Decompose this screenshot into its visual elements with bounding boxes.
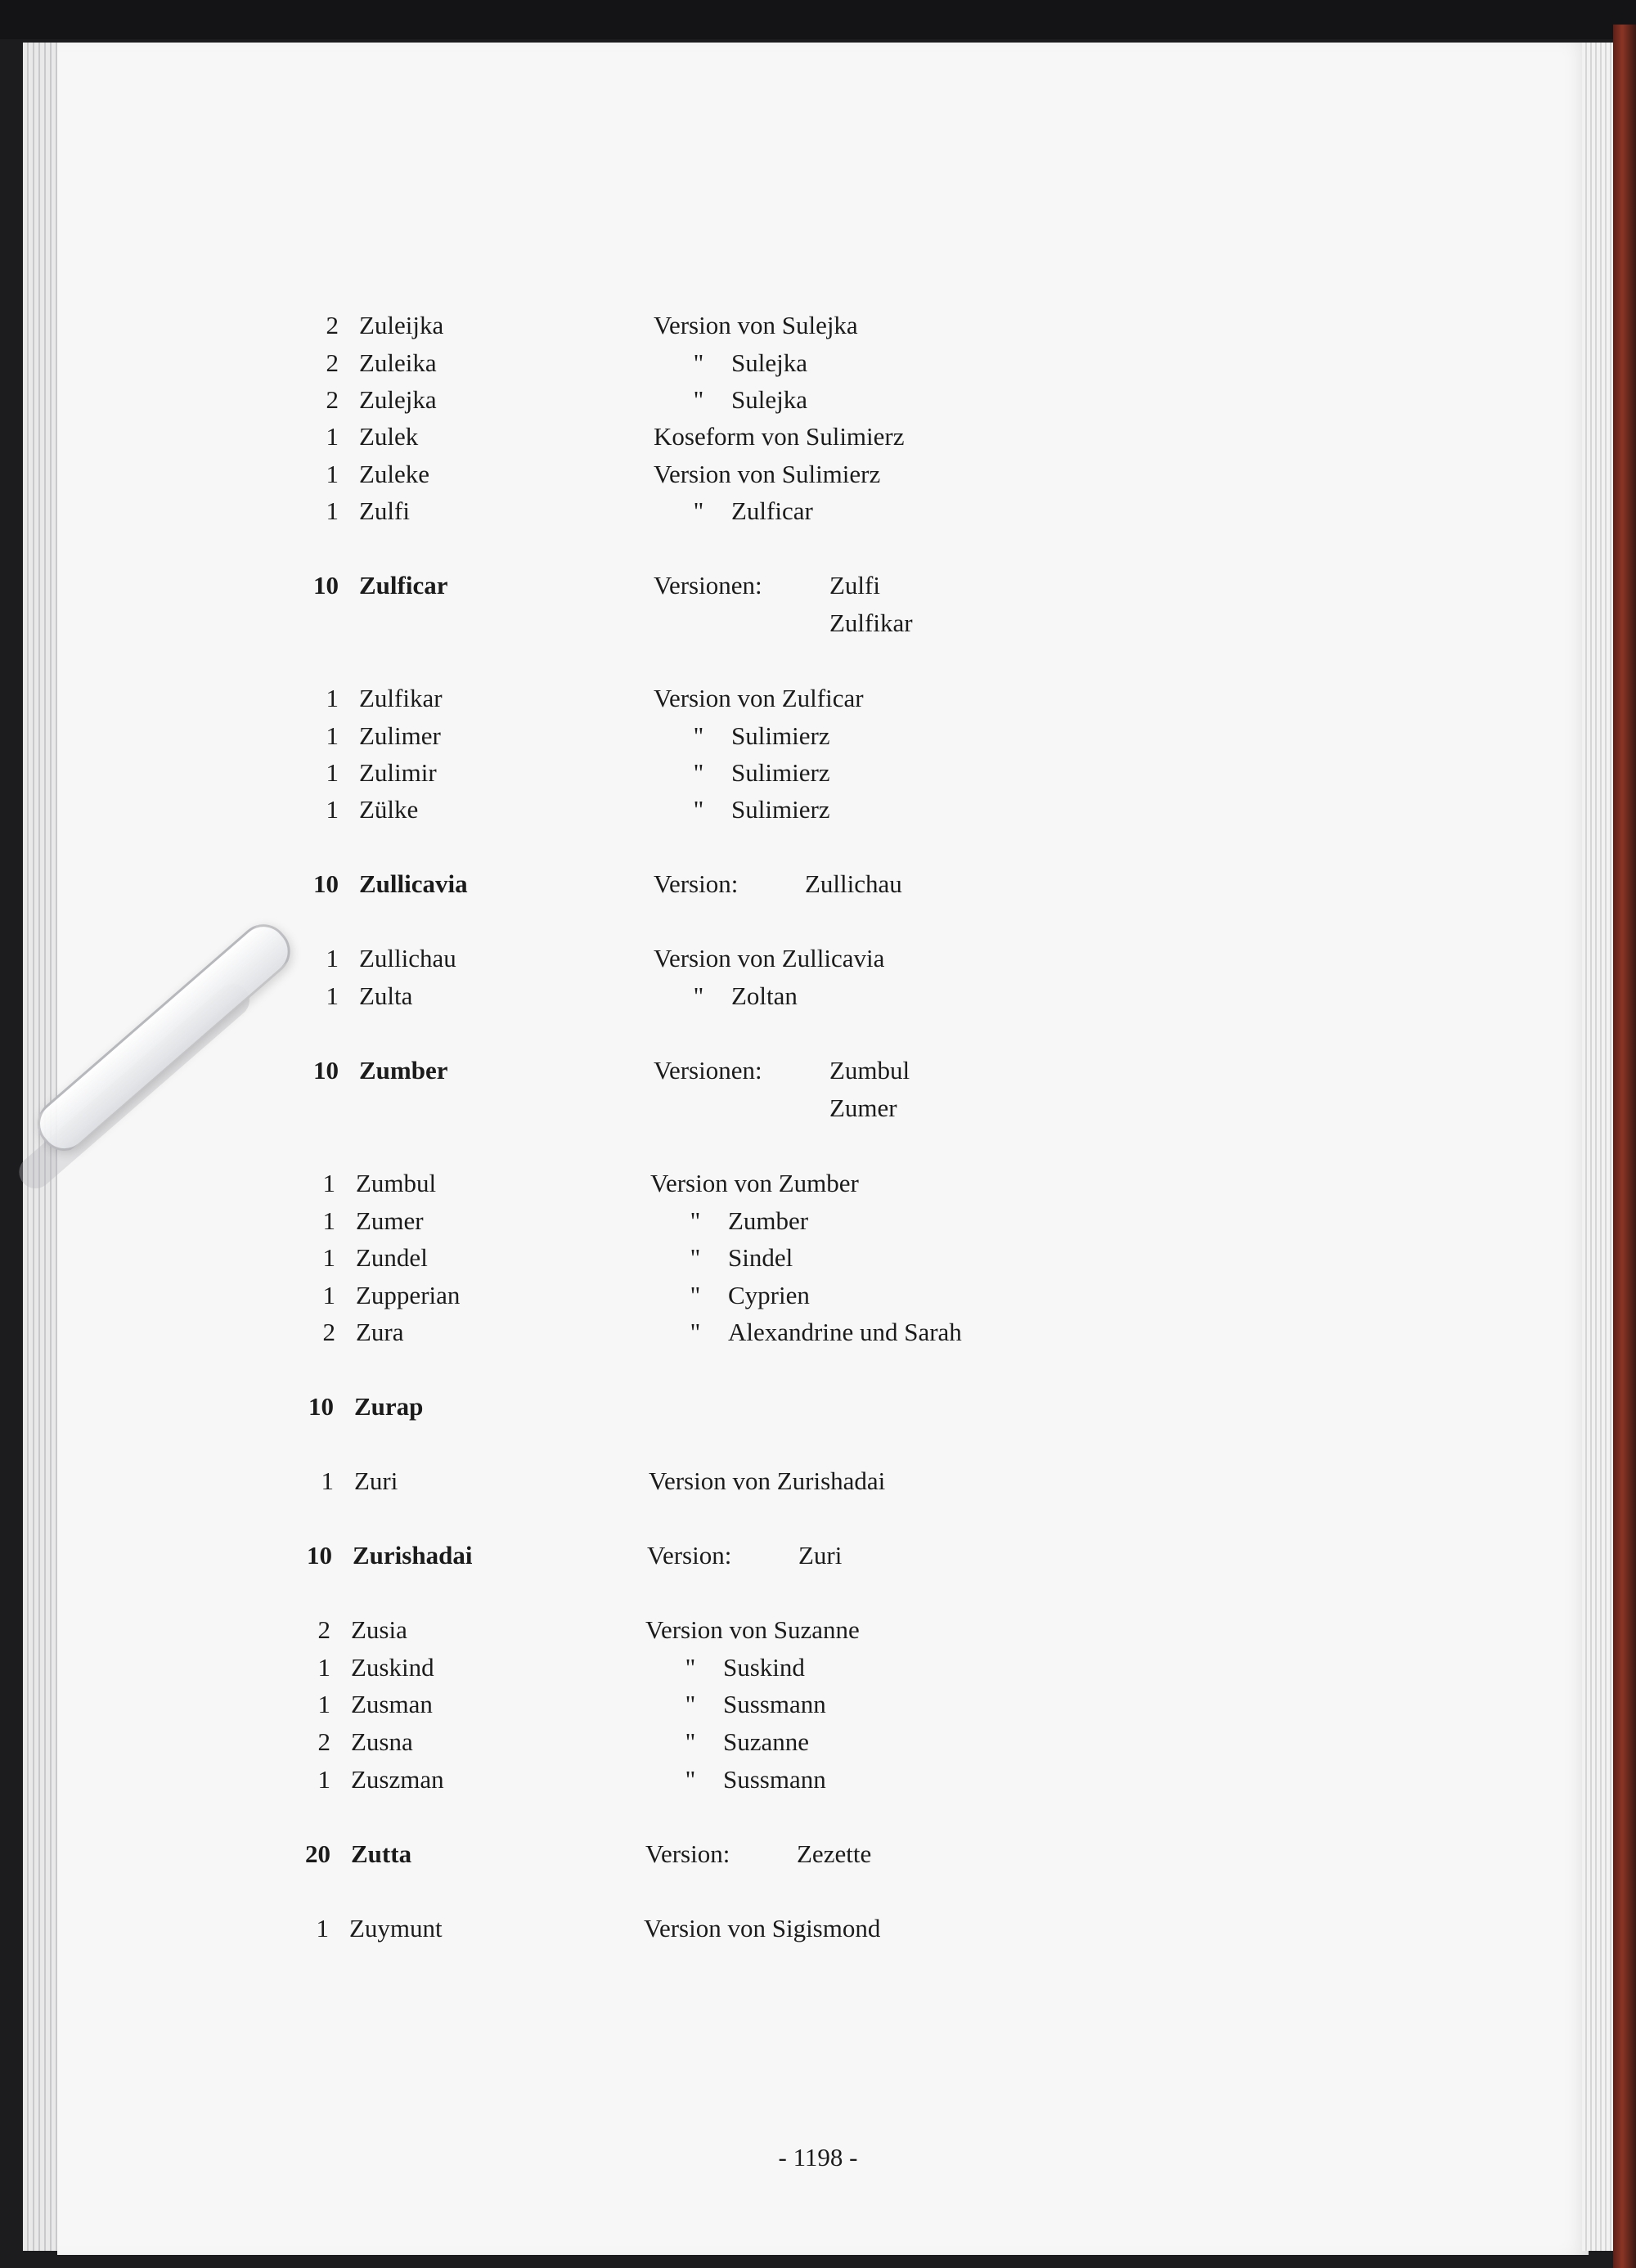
entry-frequency: 1	[317, 1653, 330, 1682]
entry-name: Zullichau	[359, 944, 456, 972]
entry-version-label: Versionen:	[654, 571, 762, 600]
entry-reference: Zulfi	[829, 571, 880, 600]
entry-name: Zurishadai	[353, 1541, 473, 1570]
entry-reference: Zuri	[798, 1541, 843, 1570]
entry-name: Zulejka	[359, 385, 437, 414]
ditto-mark: "	[690, 1243, 701, 1272]
entry-name: Zupperian	[356, 1281, 461, 1309]
entry-reference: Zumbul	[829, 1056, 910, 1085]
entry-name: Zulfi	[359, 496, 410, 525]
ditto-mark: "	[693, 758, 704, 787]
entry-reference: Suskind	[723, 1653, 805, 1682]
entry-reference: Zulficar	[731, 496, 813, 525]
entry-version-label: Versionen:	[654, 1056, 762, 1085]
entry-reference: Sulimierz	[731, 795, 830, 824]
ditto-mark: "	[693, 496, 704, 525]
entry-name: Zurap	[354, 1392, 424, 1421]
entry-frequency: 10	[307, 1541, 332, 1570]
entry-name: Zutta	[351, 1839, 412, 1868]
entry-reference: Sussmann	[723, 1690, 826, 1718]
ditto-mark: "	[690, 1318, 701, 1346]
entry-name: Zumber	[359, 1056, 448, 1085]
entry-reference: Sindel	[728, 1243, 793, 1272]
entry-frequency: 1	[322, 1243, 335, 1272]
entry-name: Zuri	[354, 1466, 398, 1495]
entry-reference-second: Zulfikar	[829, 609, 913, 637]
entry-frequency: 2	[317, 1727, 330, 1756]
entry-description: Version von Zullicavia	[654, 944, 885, 972]
entry-name: Zuymunt	[349, 1914, 443, 1942]
entry-frequency: 1	[317, 1765, 330, 1794]
entry-frequency: 2	[322, 1318, 335, 1346]
entry-frequency: 1	[326, 944, 339, 972]
entry-name: Zulta	[359, 981, 413, 1010]
ditto-mark: "	[685, 1653, 696, 1682]
entry-frequency: 1	[326, 758, 339, 787]
entry-reference: Zumber	[728, 1206, 809, 1235]
entry-frequency: 1	[326, 795, 339, 824]
ditto-mark: "	[693, 348, 704, 377]
entry-frequency: 1	[317, 1690, 330, 1718]
ditto-mark: "	[693, 385, 704, 414]
entry-reference: Sulimierz	[731, 721, 830, 750]
entry-name: Zuszman	[351, 1765, 444, 1794]
entry-description: Version von Zulficar	[654, 684, 864, 712]
entry-name: Zuskind	[351, 1653, 434, 1682]
entry-frequency: 1	[322, 1206, 335, 1235]
entry-reference: Zezette	[797, 1839, 872, 1868]
entry-frequency: 1	[326, 721, 339, 750]
entry-name: Zusman	[351, 1690, 433, 1718]
entry-name: Zusia	[351, 1615, 407, 1644]
entry-name: Zulek	[359, 422, 419, 451]
entry-description: Version von Sulimierz	[654, 460, 881, 488]
entry-frequency: 1	[326, 460, 339, 488]
entry-frequency: 20	[305, 1839, 330, 1868]
entry-version-label: Version:	[645, 1839, 730, 1868]
entry-name: Zulimir	[359, 758, 437, 787]
entry-frequency: 10	[313, 571, 339, 600]
entry-name: Zülke	[359, 795, 419, 824]
entry-description: Version von Suzanne	[645, 1615, 860, 1644]
entry-frequency: 1	[322, 1281, 335, 1309]
ditto-mark: "	[693, 795, 704, 824]
entry-description: Version von Zumber	[650, 1169, 859, 1197]
entry-name: Zulficar	[359, 571, 448, 600]
ditto-mark: "	[693, 721, 704, 750]
entry-name: Zuleijka	[359, 311, 444, 339]
entry-reference: Sulejka	[731, 385, 807, 414]
entry-name: Zullicavia	[359, 869, 468, 898]
entry-reference: Cyprien	[728, 1281, 810, 1309]
entry-description: Version von Zurishadai	[649, 1466, 886, 1495]
entry-description: Version von Sulejka	[654, 311, 858, 339]
ditto-mark: "	[685, 1765, 696, 1794]
entry-reference: Sulimierz	[731, 758, 830, 787]
entry-frequency: 10	[313, 1056, 339, 1085]
entry-reference: Suzanne	[723, 1727, 810, 1756]
entry-name: Zundel	[356, 1243, 428, 1272]
entry-name: Zumbul	[356, 1169, 437, 1197]
ditto-mark: "	[690, 1281, 701, 1309]
entry-frequency: 1	[326, 422, 339, 451]
entry-frequency: 1	[326, 684, 339, 712]
entry-reference: Zullichau	[805, 869, 902, 898]
entry-name: Zumer	[356, 1206, 424, 1235]
entry-name: Zusna	[351, 1727, 413, 1756]
entry-reference: Sulejka	[731, 348, 807, 377]
entry-frequency: 2	[326, 348, 339, 377]
page-number: - 1198 -	[778, 2143, 858, 2171]
entry-name: Zura	[356, 1318, 404, 1346]
entry-frequency: 1	[326, 981, 339, 1010]
entry-frequency: 10	[308, 1392, 334, 1421]
entry-version-label: Version:	[647, 1541, 732, 1570]
entry-frequency: 1	[322, 1169, 335, 1197]
ditto-mark: "	[690, 1206, 701, 1235]
entry-reference: Zoltan	[731, 981, 798, 1010]
ditto-mark: "	[693, 981, 704, 1010]
entry-frequency: 1	[326, 496, 339, 525]
entry-name: Zulimer	[359, 721, 441, 750]
entry-version-label: Version:	[654, 869, 739, 898]
entry-reference-second: Zumer	[829, 1094, 897, 1122]
ditto-mark: "	[685, 1727, 696, 1756]
ditto-mark: "	[685, 1690, 696, 1718]
entry-frequency: 10	[313, 869, 339, 898]
entry-name: Zuleika	[359, 348, 437, 377]
entry-frequency: 1	[321, 1466, 334, 1495]
entry-reference: Sussmann	[723, 1765, 826, 1794]
entry-frequency: 1	[316, 1914, 329, 1942]
entry-frequency: 2	[317, 1615, 330, 1644]
entry-name: Zulfikar	[359, 684, 443, 712]
entry-name: Zuleke	[359, 460, 430, 488]
entry-description: Koseform von Sulimierz	[654, 422, 905, 451]
entry-description: Version von Sigismond	[644, 1914, 881, 1942]
entry-frequency: 2	[326, 311, 339, 339]
entry-reference: Alexandrine und Sarah	[728, 1318, 962, 1346]
entry-frequency: 2	[326, 385, 339, 414]
